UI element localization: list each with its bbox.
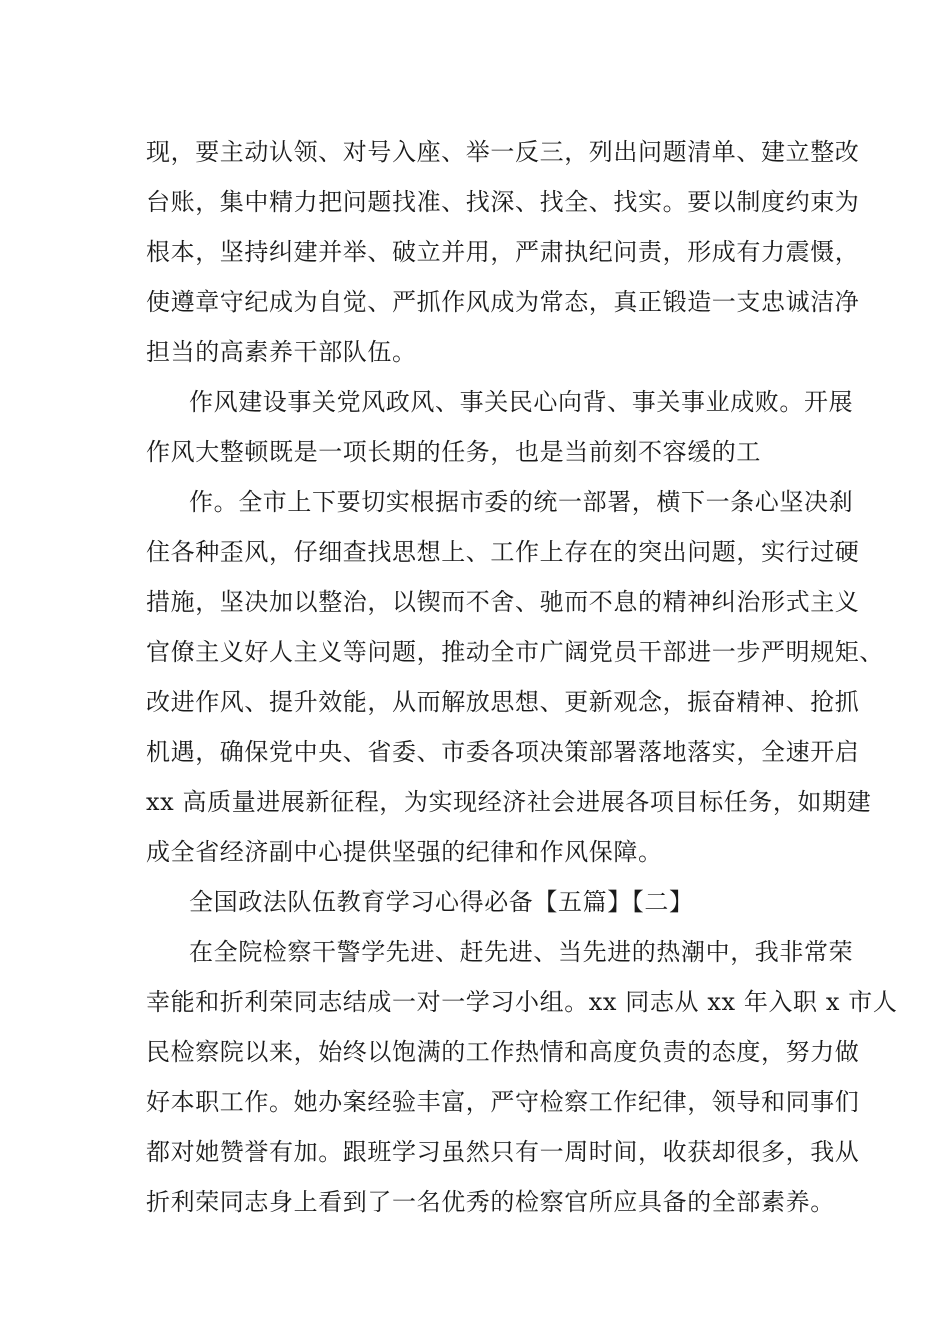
text-line: 现，要主动认领、对号入座、举一反三，列出问题清单、建立整改 xyxy=(146,138,860,166)
text-line: xx 高质量进展新征程，为实现经济社会进展各项目标任务，如期建 xyxy=(146,788,872,816)
text-line: 好本职工作。她办案经验丰富，严守检察工作纪律，领导和同事们 xyxy=(146,1088,860,1116)
text-line: 措施，坚决加以整治，以锲而不舍、驰而不息的精神纠治形式主义 xyxy=(146,588,860,616)
text-line: 台账，集中精力把问题找准、找深、找全、找实。要以制度约束为 xyxy=(146,188,860,216)
text-line: 住各种歪风，仔细查找思想上、工作上存在的突出问题，实行过硬 xyxy=(146,538,860,566)
paragraph-first-line: 在全院检察干警学先进、赶先进、当先进的热潮中，我非常荣 xyxy=(189,938,854,966)
paragraph-first-line: 作风建设事关党风政风、事关民心向背、事关事业成败。开展 xyxy=(189,388,854,416)
text-line: 成全省经济副中心提供坚强的纪律和作风保障。 xyxy=(146,838,663,866)
paragraph-first-line: 作。全市上下要切实根据市委的统一部署，横下一条心坚决刹 xyxy=(189,488,854,516)
text-line: 担当的高素养干部队伍。 xyxy=(146,338,417,366)
text-line: 民检察院以来，始终以饱满的工作热情和高度负责的态度，努力做 xyxy=(146,1038,860,1066)
text-line: 折利荣同志身上看到了一名优秀的检察官所应具备的全部素养。 xyxy=(146,1188,835,1216)
section-heading: 全国政法队伍教育学习心得必备【五篇】【二】 xyxy=(189,888,694,916)
text-line: 幸能和折利荣同志结成一对一学习小组。xx 同志从 xx 年入职 x 市人 xyxy=(146,988,898,1016)
text-line: 机遇，确保党中央、省委、市委各项决策部署落地落实，全速开启 xyxy=(146,738,860,766)
text-line: 都对她赞誉有加。跟班学习虽然只有一周时间，收获却很多，我从 xyxy=(146,1138,860,1166)
text-line: 使遵章守纪成为自觉、严抓作风成为常态，真正锻造一支忠诚洁净 xyxy=(146,288,860,316)
text-line: 官僚主义好人主义等问题，推动全市广阔党员干部进一步严明规矩、 xyxy=(146,638,884,666)
text-line: 根本，坚持纠建并举、破立并用，严肃执纪问责，形成有力震慑， xyxy=(146,238,860,266)
text-line: 改进作风、提升效能，从而解放思想、更新观念，振奋精神、抢抓 xyxy=(146,688,860,716)
text-line: 作风大整顿既是一项长期的任务，也是当前刻不容缓的工 xyxy=(146,438,761,466)
